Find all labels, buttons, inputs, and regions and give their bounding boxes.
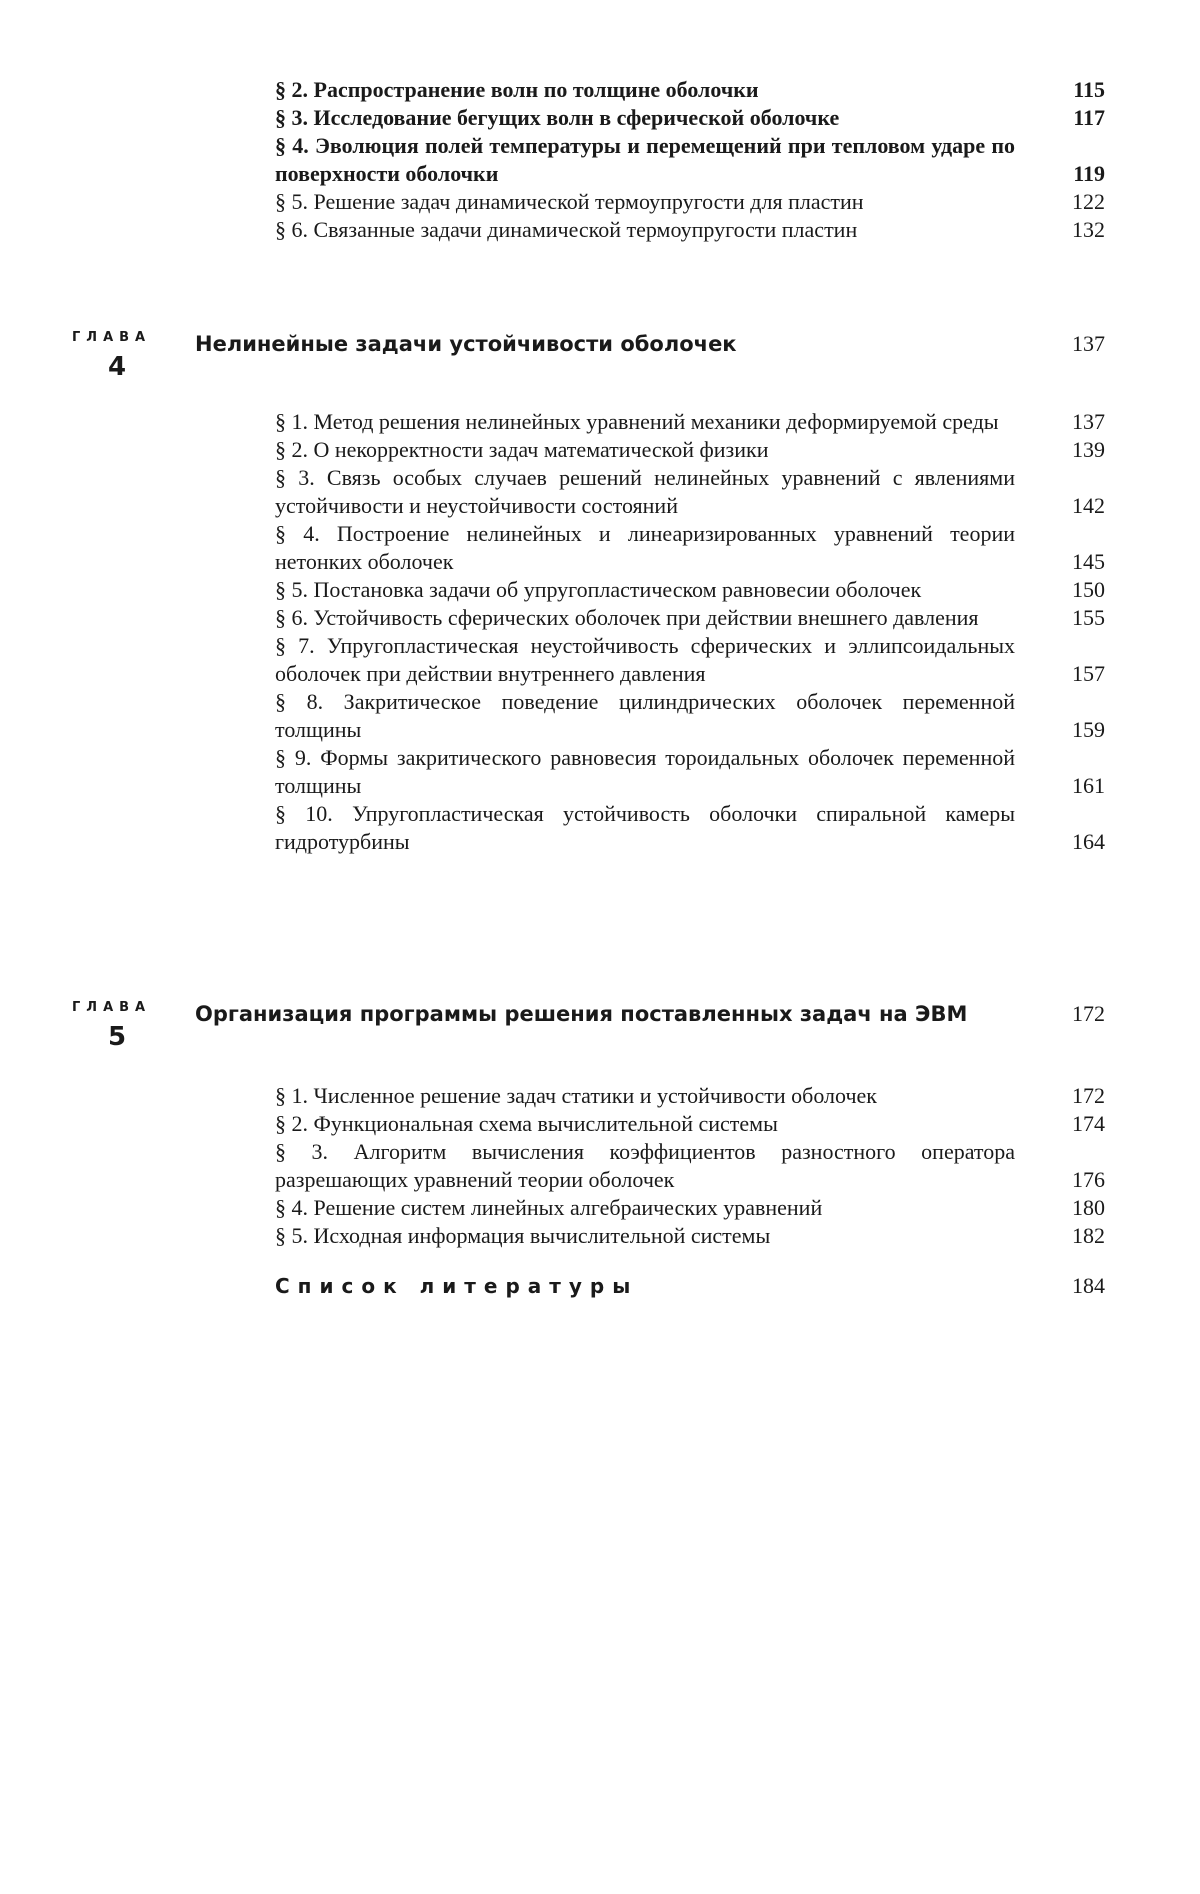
- toc-entry: [275, 216, 1105, 244]
- toc-entry-page: 176: [1072, 1167, 1105, 1192]
- toc-entry: [275, 436, 1105, 464]
- toc-entry-title: § 2. О некорректности задач математической физики: [275, 437, 769, 462]
- toc-entry: [275, 1138, 1105, 1194]
- toc-entry-page: 164: [1072, 829, 1105, 854]
- toc-entry-title: § 3. Алгоритм вычисления коэффициентов разностного оператора разрешающих уравнений теории оболочек: [275, 1139, 1015, 1192]
- toc-entry-page: 174: [1072, 1111, 1105, 1136]
- toc-entry: [275, 604, 1105, 632]
- toc-entry-page: 132: [1072, 217, 1105, 242]
- chapter-label: ГЛАВА: [72, 330, 152, 345]
- toc-entry-page: 117: [1073, 105, 1105, 130]
- bibliography-page: 184: [1072, 1273, 1105, 1298]
- toc-entry-title: § 1. Численное решение задач статики и устойчивости оболочек: [275, 1083, 877, 1108]
- toc-entry: [275, 1194, 1105, 1222]
- toc-entry-page: 119: [1073, 161, 1105, 186]
- toc-entry-title: § 5. Постановка задачи об упругопластическом равновесии оболочек: [275, 577, 922, 602]
- toc-entry-title: § 2. Распространение волн по толщине оболочки: [275, 77, 759, 102]
- toc-entry-page: 155: [1072, 605, 1105, 630]
- toc-entry-page: 139: [1072, 437, 1105, 462]
- bibliography-entry: [275, 1272, 1105, 1300]
- chapter-page: 172: [1072, 1001, 1105, 1026]
- toc-entry-page: 182: [1072, 1223, 1105, 1248]
- toc-entry: [275, 408, 1105, 436]
- toc-entry: [275, 1082, 1105, 1110]
- toc-entry-title: § 5. Решение задач динамической термоупругости для пластин: [275, 189, 864, 214]
- toc-entry-title: § 9. Формы закритического равновесия тороидальных оболочек переменной толщины: [275, 745, 1015, 798]
- toc-chapter-5: [0, 1000, 1200, 1300]
- toc-entry-title: § 3. Связь особых случаев решений нелинейных уравнений с явлениями устойчивости и неустойчивости состояний: [275, 465, 1015, 518]
- toc-section-previous-chapter: [0, 76, 1200, 244]
- chapter-title: Организация программы решения поставленных задач на ЭВМ: [195, 1002, 968, 1026]
- toc-entry: [275, 744, 1105, 800]
- toc-entry-title: § 6. Связанные задачи динамической термоупругости пластин: [275, 217, 858, 242]
- toc-entry: [275, 464, 1105, 520]
- chapter-label: ГЛАВА: [72, 1000, 152, 1015]
- toc-entry-title: § 4. Эволюция полей температуры и перемещений при тепловом ударе по поверхности оболочки: [275, 133, 1015, 186]
- toc-entry-page: 145: [1072, 549, 1105, 574]
- toc-entry: [275, 132, 1105, 188]
- toc-entry-page: 161: [1072, 773, 1105, 798]
- toc-entry-page: 115: [1073, 77, 1105, 102]
- chapter-page: 137: [1072, 331, 1105, 356]
- toc-entry: [275, 188, 1105, 216]
- toc-entry-page: 142: [1072, 493, 1105, 518]
- toc-entry: [275, 1110, 1105, 1138]
- bibliography-label: Список литературы: [275, 1274, 639, 1298]
- toc-entry-title: § 10. Упругопластическая устойчивость оболочки спиральной камеры гидротурбины: [275, 801, 1015, 854]
- toc-entry: [275, 1222, 1105, 1250]
- toc-entry-page: 172: [1072, 1083, 1105, 1108]
- chapter-number: 4: [108, 352, 127, 382]
- toc-entry-page: 157: [1072, 661, 1105, 686]
- toc-entry: [275, 632, 1105, 688]
- chapter-number: 5: [108, 1022, 127, 1052]
- toc-entry-title: § 8. Закритическое поведение цилиндрических оболочек переменной толщины: [275, 689, 1015, 742]
- toc-entry: [275, 520, 1105, 576]
- toc-entry-title: § 4. Решение систем линейных алгебраических уравнений: [275, 1195, 823, 1220]
- toc-entry-title: § 2. Функциональная схема вычислительной системы: [275, 1111, 778, 1136]
- toc-entry-title: § 4. Построение нелинейных и линеаризированных уравнений теории нетонких оболочек: [275, 521, 1015, 574]
- toc-entry-title: § 1. Метод решения нелинейных уравнений механики деформируемой среды: [275, 409, 999, 434]
- toc-entry: [275, 76, 1105, 104]
- chapter-heading: [0, 1000, 1200, 1060]
- toc-entry-title: § 3. Исследование бегущих волн в сферической оболочке: [275, 105, 840, 130]
- toc-entry-page: 137: [1072, 409, 1105, 434]
- toc-entry: [275, 688, 1105, 744]
- toc-entry-title: § 5. Исходная информация вычислительной системы: [275, 1223, 771, 1248]
- toc-entry-page: 159: [1072, 717, 1105, 742]
- toc-chapter-4: [0, 330, 1200, 856]
- toc-entry-title: § 6. Устойчивость сферических оболочек при действии внешнего давления: [275, 605, 979, 630]
- toc-entry-page: 122: [1072, 189, 1105, 214]
- toc-entry: [275, 800, 1105, 856]
- chapter-title: Нелинейные задачи устойчивости оболочек: [195, 332, 737, 356]
- chapter-heading: [0, 330, 1200, 390]
- toc-entry: [275, 576, 1105, 604]
- toc-entry-page: 180: [1072, 1195, 1105, 1220]
- toc-entry-title: § 7. Упругопластическая неустойчивость сферических и эллипсоидальных оболочек при действии внутреннего давления: [275, 633, 1015, 686]
- toc-entry: [275, 104, 1105, 132]
- toc-entry-page: 150: [1072, 577, 1105, 602]
